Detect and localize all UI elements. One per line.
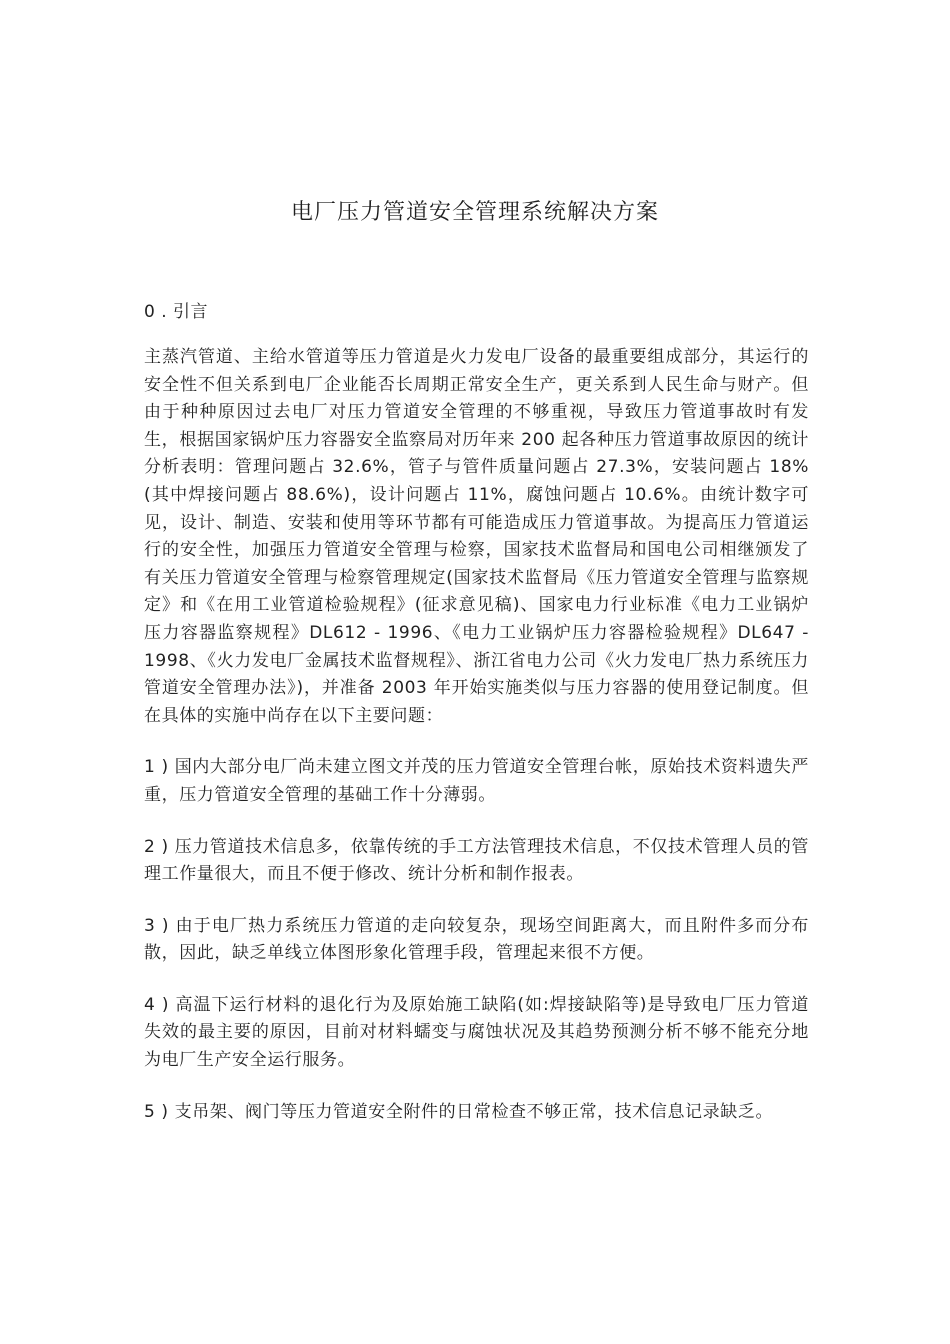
list-item-text: 支吊架、阀门等压力管道安全附件的日常检查不够正常，技术信息记录缺乏。 (174, 1101, 774, 1122)
list-item (144, 1099, 809, 1127)
list-item-number: 5 ) (144, 1101, 169, 1122)
list-item (144, 992, 809, 1075)
list-item-number: 3 ) (144, 915, 170, 936)
list-item-text: 高温下运行材料的退化行为及原始施工缺陷(如:焊接缺陷等)是导致电厂压力管道失效的最主要的原因，目前对材料蠕变与腐蚀状况及其趋势预测分析不够不能充分地为电厂生产安全运行服务。 (144, 994, 809, 1071)
list-item-number: 4 ) (144, 994, 170, 1015)
list-item-text: 由于电厂热力系统压力管道的走向较复杂，现场空间距离大，而且附件多而分布散，因此，缺乏单线立体图形象化管理手段，管理起来很不方便。 (144, 915, 810, 964)
document-title: 电厂压力管道安全管理系统解决方案 (290, 200, 659, 225)
section-heading: 0 . 引言 (144, 302, 209, 322)
list-item (144, 913, 809, 968)
intro-paragraph: 主蒸汽管道、主给水管道等压力管道是火力发电厂设备的最重要组成部分，其运行的安全性不但关系到电厂企业能否长周期正常安全生产，更关系到人民生命与财产。但由于种种原因过去电厂对压力管道安全管理的不够重视，导致压力管道事故时有发生，根据国家锅炉压力容器安全监察局对历年来 200 起各种压力管道事故原因的统计分析表明：管理问题占 32.6%，管子与管件质量问题占 27.3%，安装问题占 18%(其中焊接问题占 88.6%)，设计问题占 11%，腐蚀问题占 10.6%。由统计数字可见，设计、制造、安装和使用等环节都有可能造成压力管道事故。为提高压力管道运行的安全性，加强压力管道安全管理与检察，国家技术监督局和国电公司相继颁发了有关压力管道安全管理与检察管理规定(国家技术监督局《压力管道安全管理与监察规定》和《在用工业管道检验规程》(征求意见稿)、国家电力行业标准《电力工业锅炉压力容器监察规程》DL612 - 1996、《电力工业锅炉压力容器检验规程》DL647 - 1998、《火力发电厂金属技术监督规程》、浙江省电力公司《火力发电厂热力系统压力管道安全管理办法》)，并准备 2003 年开始实施类似与压力容器的使用登记制度。但在具体的实施中尚存在以下主要问题： (144, 347, 809, 726)
list-item (144, 834, 809, 889)
document-body (144, 298, 809, 1150)
list-item-text: 压力管道技术信息多，依靠传统的手工方法管理技术信息，不仅技术管理人员的管理工作量很大，而且不便于修改、统计分析和制作报表。 (144, 836, 809, 885)
list-item-number: 1 ) (144, 757, 169, 778)
list-item-text: 国内大部分电厂尚未建立图文并茂的压力管道安全管理台帐，原始技术资料遗失严重，压力管道安全管理的基础工作十分薄弱。 (144, 757, 809, 805)
list-item (144, 754, 809, 809)
list-item-number: 2 ) (144, 836, 169, 857)
